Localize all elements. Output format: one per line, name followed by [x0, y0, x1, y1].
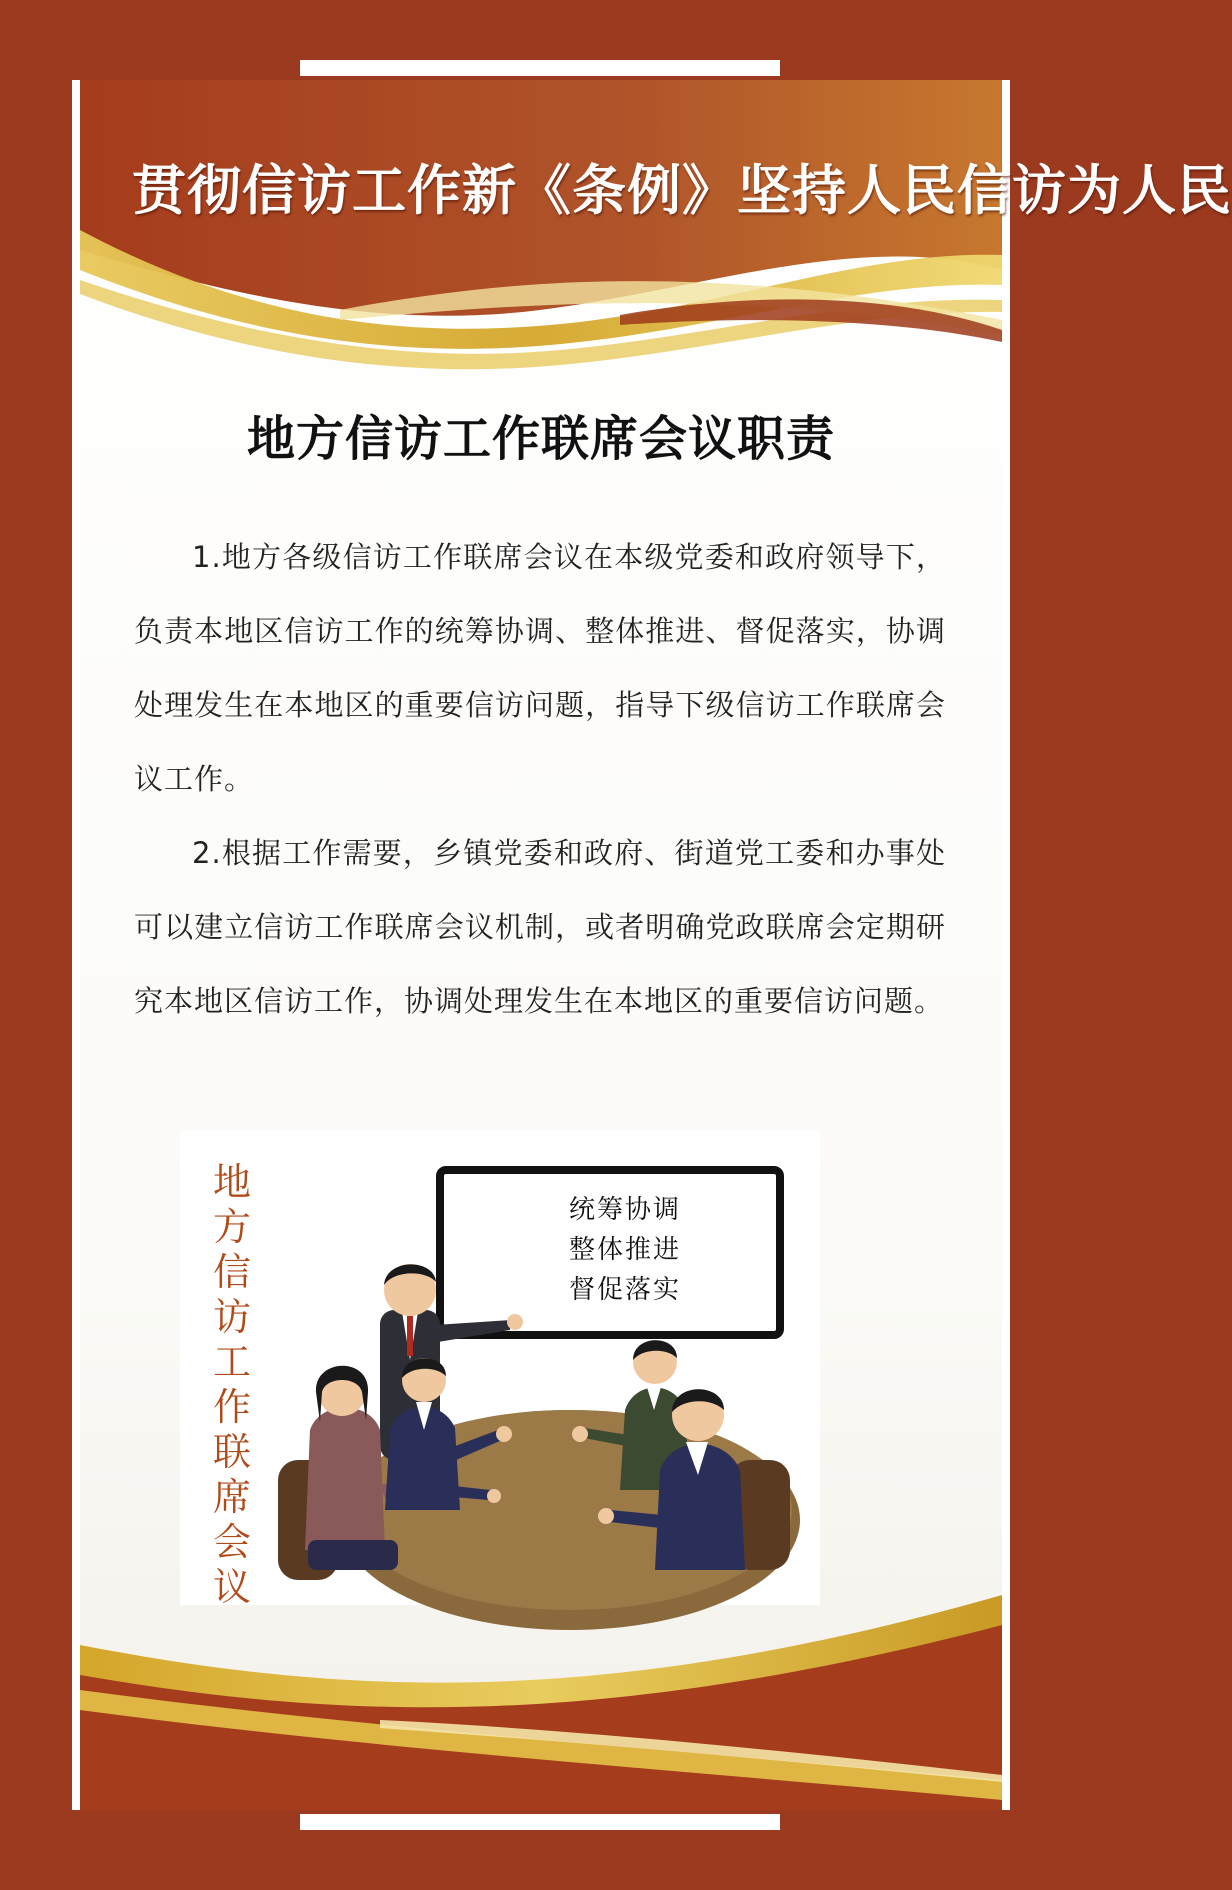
bottom-wave-decoration	[80, 1600, 1002, 1810]
board-line-2: 整体推进	[568, 1235, 681, 1265]
illustration-vertical-title: 地方信访工作联席会议	[212, 1160, 251, 1609]
banner-slogan-right: 坚持人民信访为人民	[737, 161, 1232, 221]
page-title: 地方信访工作联席会议职责	[246, 411, 835, 467]
left-white-line	[72, 80, 80, 1810]
board-line-1: 统筹协调	[568, 1195, 681, 1225]
duty-paragraph-2: 2.根据工作需要，乡镇党委和政府、街道党工委和办事处可以建立信访工作联席会议机制，或者明确党政联席会定期研究本地区信访工作，协调处理发生在本地区的重要信访问题。	[134, 836, 946, 1018]
banner-slogan-left: 贯彻信访工作新《条例》	[132, 161, 737, 221]
bottom-white-bar	[300, 1814, 780, 1830]
top-white-bar	[300, 60, 780, 76]
duty-paragraph-1: 1.地方各级信访工作联席会议在本级党委和政府领导下，负责本地区信访工作的统筹协调、整体推进、督促落实，协调处理发生在本地区的重要信访问题，指导下级信访工作联席会议工作。	[134, 540, 946, 796]
content-panel	[80, 80, 1232, 1810]
whiteboard-text	[525, 1190, 725, 1310]
banner-slogan	[132, 136, 1232, 246]
meeting-illustration	[180, 1130, 820, 1609]
board-line-3: 督促落实	[568, 1275, 681, 1305]
duty-text	[134, 520, 946, 1038]
right-white-line	[1002, 80, 1010, 1810]
